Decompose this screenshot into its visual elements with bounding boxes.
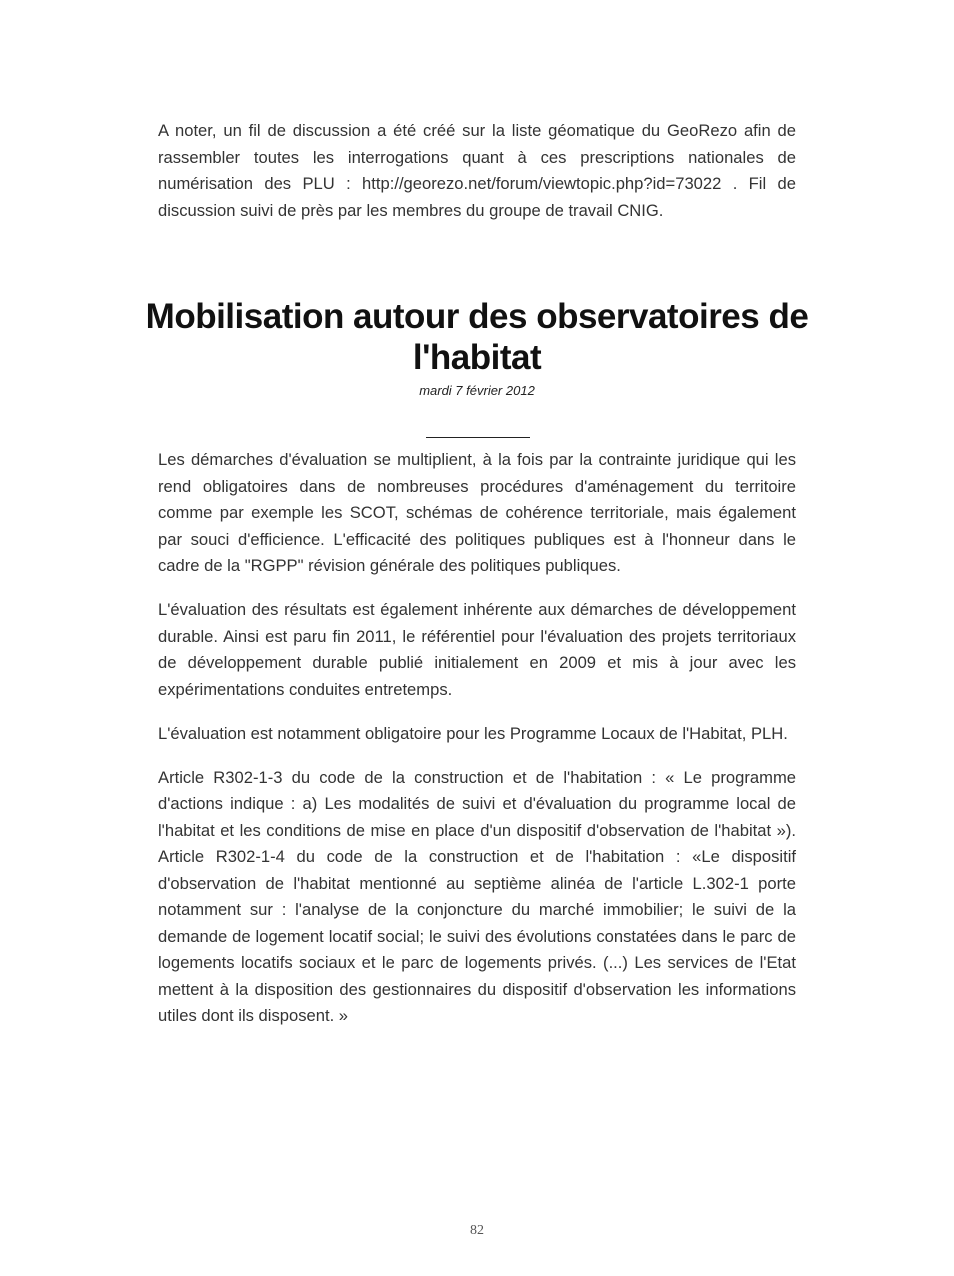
article-title: Mobilisation autour des observatoires de l'habitat [145, 297, 809, 377]
page-number: 82 [470, 1223, 484, 1238]
title-divider [426, 437, 530, 438]
body-paragraph: L'évaluation est notamment obligatoire pour les Programme Locaux de l'Habitat, PLH. [158, 723, 788, 743]
article-date: mardi 7 février 2012 [419, 383, 535, 398]
intro-paragraph: A noter, un fil de discussion a été créé sur la liste géomatique du GeoRezo afin de rassembler toutes les interrogations quant à ces prescriptions nationales de numérisation des PLU : http://georezo.net/forum/viewtopic.php?id=73022 . Fil de discussion suivi de près par les membres du groupe de travail CNIG. [158, 121, 796, 220]
article-body [158, 447, 796, 1047]
body-paragraph: Article R302-1-3 du code de la construction et de l'habitation : « Le programme d'actions indique : a) Les modalités de suivi et d'évaluation du programme local de l'habitat et les conditions de mise en place d'un dispositif d'observation de l'habitat »). Article R302-1-4 du code de la construction et de l'habitation : «Le dispositif d'observation de l'habitat mentionné au septième alinéa de l'article L.302-1 porte notamment sur : l'analyse de la conjoncture du marché immobilier; le suivi de la demande de logement locatif social; le suivi des évolutions constatées dans le parc de logements locatifs sociaux et le parc de logements privés. (...) Les services de l'Etat mettent à la disposition des gestionnaires du dispositif d'observation les informations utiles dont ils disposent. » [158, 767, 796, 1025]
body-paragraph: Les démarches d'évaluation se multiplient, à la fois par la contrainte juridique qui les rend obligatoires dans de nombreuses procédures d'aménagement du territoire comme par exemple les SCOT, schémas de cohérence territoriale, mais également par souci d'efficience. L'efficacité des politiques publiques est à l'honneur dans le cadre de la "RGPP" révision générale des politiques publiques. [158, 450, 796, 575]
body-paragraph: L'évaluation des résultats est également inhérente aux démarches de développement durable. Ainsi est paru fin 2011, le référentiel pour l'évaluation des projets territoriaux de développement durable publié initialement en 2009 et mis à jour avec les expérimentations conduites entretemps. [158, 600, 796, 699]
intro-section [158, 118, 796, 242]
